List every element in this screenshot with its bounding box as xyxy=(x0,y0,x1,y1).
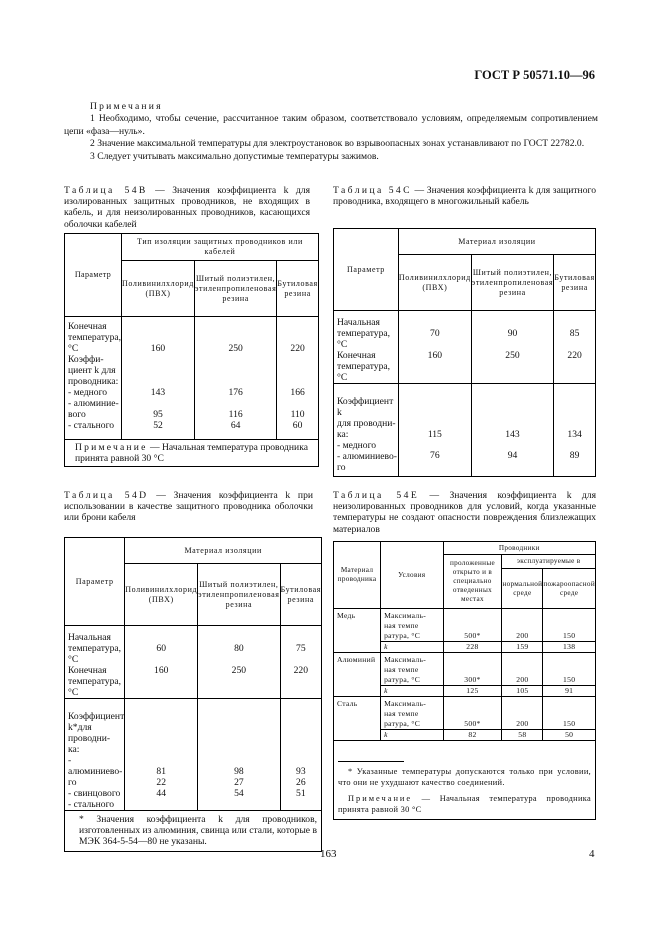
table-54b-label: Таблица 54В xyxy=(64,185,148,196)
table-54e-head-conditions: Условия xyxy=(381,542,443,609)
table-54d-head-param: Параметр xyxy=(65,538,125,626)
table-54c-col-xlpe: Шитый полиэтилен, этиленпропиленовая резина xyxy=(471,255,553,311)
table-54e-cell: 500* xyxy=(443,609,502,642)
table-54d-value: 250 xyxy=(231,665,247,676)
table-54e-cell: 300* xyxy=(443,653,502,686)
table-54d-butyl-k xyxy=(280,699,321,811)
table-54c-param-line: - медного xyxy=(337,440,377,451)
table-54b-param-line: - алюминие- xyxy=(68,398,119,409)
table-54c-param-line: - алюминиево- xyxy=(337,451,397,462)
table-54d-param-line: температура, °С xyxy=(68,676,122,698)
table-54e-note xyxy=(338,793,591,815)
table-54c-butyl-temps xyxy=(554,311,596,384)
table-54b-value: 116 xyxy=(228,409,243,420)
table-54b-note xyxy=(65,440,319,467)
note-item-2: 2 Значение максимальной температуры для электроустановок во взрывоопасных зонах устанавливают по ГОСТ 22782.0. xyxy=(90,138,585,150)
table-54b-caption xyxy=(64,185,310,230)
table-54e-footer xyxy=(334,741,596,820)
table-54e-head-fire: пожароопасной среде xyxy=(543,569,596,609)
table-54d-param-line: - стального xyxy=(68,799,115,810)
table-54c-value: 85 xyxy=(569,328,580,339)
table-54d-value: 93 xyxy=(296,766,306,777)
table-54d-value: 27 xyxy=(234,777,244,788)
table-54b-butyl-values xyxy=(277,317,318,440)
table-54c-param-line: температура, °С xyxy=(337,328,391,350)
table-54b-value: 60 xyxy=(292,420,303,431)
table-54b-note-label: Примечание xyxy=(75,442,148,453)
table-54b-value: 176 xyxy=(228,387,243,398)
table-54d-value: 54 xyxy=(234,788,244,799)
table-54b-value: 250 xyxy=(228,343,243,354)
table-54e-cond-line: Максималь- xyxy=(384,655,427,664)
table-54b-value: 166 xyxy=(290,387,305,398)
table-54d-param-line: ка: xyxy=(68,744,80,755)
table-54d-xlpe-temps xyxy=(198,626,280,699)
table-54c-pvc-k xyxy=(398,384,471,477)
table-54d-value: 26 xyxy=(296,777,306,788)
notes-title: Примечания xyxy=(90,101,163,112)
table-54e-cond-line: ная темпе xyxy=(384,709,419,718)
table-54e-cell: 58 xyxy=(502,730,543,741)
table-54b-param-line: циент k для xyxy=(68,365,116,376)
table-54c-caption-text: — Значения коэффициента k для защитного проводника, входящего в многожильный кабель xyxy=(333,185,596,208)
table-54e-material-copper: Медь xyxy=(334,609,381,653)
table-54c-param-line: температура, °С xyxy=(337,361,391,383)
table-54e-cell: 50 xyxy=(565,730,574,739)
table-54e-caption-text: — Значения коэффициента k для неизолированных проводников для условий, когда указанные температуры не создают опасности повреждения близлежащих материалов xyxy=(333,490,596,535)
table-54e-cell: 228 xyxy=(443,642,502,653)
table-54d xyxy=(64,537,322,852)
table-54e-cond-line: ная темпе xyxy=(384,621,419,630)
table-54b-value: 220 xyxy=(290,343,305,354)
table-54d-head-group: Материал изоляции xyxy=(125,538,322,564)
corner-number: 4 xyxy=(589,848,595,860)
table-54b-col-butyl: Бутиловая резина xyxy=(277,261,318,317)
table-54d-pvc-k xyxy=(125,699,198,811)
table-54d-param-line: Коэффициент xyxy=(68,711,125,722)
table-54b-xlpe-values xyxy=(194,317,276,440)
table-54b-col-pvc: Поливинилхлорид (ПВХ) xyxy=(122,261,195,317)
table-54b-value: 64 xyxy=(230,420,241,431)
table-54e-cond-line: ратура, °С xyxy=(384,631,421,640)
table-54b-note-text: — Начальная температура проводника принята равной 30 °С xyxy=(75,442,308,464)
table-54c-value: 134 xyxy=(567,429,582,440)
table-54e-cell: 200 xyxy=(502,697,543,730)
table-54c-value: 89 xyxy=(569,450,580,461)
table-54c-value: 220 xyxy=(567,350,582,361)
table-54d-value: 80 xyxy=(234,643,244,654)
table-54b-param-cell xyxy=(65,317,122,440)
table-54b-value: 95 xyxy=(153,409,163,420)
table-54c-param-line: Конечная xyxy=(337,350,376,361)
table-54c-col-pvc: Поливинилхлорид (ПВХ) xyxy=(398,255,471,311)
table-54c-pvc-temps xyxy=(398,311,471,384)
document-code: ГОСТ Р 50571.10—96 xyxy=(474,68,595,82)
table-54c-value: 76 xyxy=(430,450,440,461)
table-54b-value: 52 xyxy=(153,420,163,431)
table-54b-head-group: Тип изоляции защитных проводников или кабелей xyxy=(122,234,319,261)
table-54c-value: 90 xyxy=(507,328,518,339)
table-54e-cell: 138 xyxy=(543,642,596,653)
table-54d-value: 51 xyxy=(296,788,306,799)
table-54d-value: 44 xyxy=(156,788,167,799)
table-54e-cond-line: ратура, °С xyxy=(384,719,421,728)
note-item-1: 1 Необходимо, чтобы сечение, рассчитанное таким образом, соответствовало условиям, определяемым сопротивлением цепи «фаза—нуль». xyxy=(64,113,598,137)
table-54b-param-line: Коэффи- xyxy=(68,354,104,365)
table-54e xyxy=(333,541,596,820)
table-54e-note-label: Примечание xyxy=(348,794,413,803)
table-54c-value: 160 xyxy=(427,350,443,361)
table-54b-param-line: - медного xyxy=(68,387,108,398)
table-54e-cell: 200 xyxy=(502,653,543,686)
table-54d-param-line: го xyxy=(68,777,77,788)
table-54d-param-line: k*для проводни- xyxy=(68,722,111,744)
table-54d-value: 22 xyxy=(156,777,167,788)
table-54e-material-steel: Сталь xyxy=(334,697,381,741)
table-54d-col-xlpe: Шитый полиэтилен, этиленпропиленовая резина xyxy=(198,564,280,626)
table-54d-value: 220 xyxy=(293,665,308,676)
table-54d-col-butyl: Бутиловая резина xyxy=(280,564,321,626)
table-54c-head-group: Материал изоляции xyxy=(398,229,595,255)
table-54d-value: 160 xyxy=(154,665,169,676)
table-54d-caption-text: — Значения коэффициента k при использовании в качестве защитного проводника оболочки или брони кабеля xyxy=(64,490,314,524)
table-54e-k-symbol: k xyxy=(381,730,443,741)
table-54d-k-param xyxy=(65,699,125,811)
table-54d-value: 81 xyxy=(156,766,167,777)
table-54b-col-xlpe: Шитый полиэтилен, этиленпропиленовая резина xyxy=(194,261,276,317)
table-54e-cell: 200 xyxy=(502,609,543,642)
table-54e-cell: 91 xyxy=(543,686,596,697)
table-54e-cell: 159 xyxy=(502,642,543,653)
table-54c-param-line: Начальная xyxy=(337,317,380,328)
table-54d-label: Таблица 54D xyxy=(64,490,149,501)
table-54c-param-line: Коэффициент k xyxy=(337,396,394,418)
table-54c-butyl-k xyxy=(554,384,596,477)
table-54e-footnote: * Указанные температуры допускаются только при условии, что они не ухудшают качество соединений. xyxy=(338,767,591,787)
notes-block xyxy=(64,101,598,163)
table-54c-temp-param xyxy=(334,311,399,384)
table-54c-param-line: для проводни- xyxy=(337,418,396,429)
table-54c-col-butyl: Бутиловая резина xyxy=(554,255,596,311)
table-54e-head-normal: нормальной среде xyxy=(502,569,543,609)
table-54e-head-conductors: Проводники xyxy=(443,542,595,555)
table-54e-cell: 150 xyxy=(543,697,596,730)
table-54e-cond-line: ратура, °С xyxy=(384,675,421,684)
page-number: 163 xyxy=(320,848,337,860)
table-54e-k-symbol: k xyxy=(381,686,443,697)
table-54e-label: Таблица 54Е xyxy=(333,490,420,501)
table-54c-value: 70 xyxy=(430,328,440,339)
table-54d-butyl-temps xyxy=(280,626,321,699)
table-54d-value: 60 xyxy=(156,643,167,654)
table-54e-cond-line: ная темпе xyxy=(384,665,419,674)
table-54e-k-symbol: k xyxy=(381,642,443,653)
table-54e-material-aluminium: Алюминий xyxy=(334,653,381,697)
table-54b-param-line: вого xyxy=(68,409,86,420)
table-54c-xlpe-temps xyxy=(471,311,553,384)
table-54c-head-param: Параметр xyxy=(334,229,399,311)
table-54b-param-line: проводника: xyxy=(68,376,119,387)
table-54e-cond-copper xyxy=(381,609,443,642)
note-item-3: 3 Следует учитывать максимально допустимые температуры зажимов. xyxy=(90,150,379,162)
table-54e-cond-aluminium xyxy=(381,653,443,686)
table-54d-footnote: * Значения коэффициента k для проводников, изготовленных из алюминия, свинца или стали, которые в МЭК 364-5-54—80 не указаны. xyxy=(65,811,322,852)
table-54d-value: 98 xyxy=(234,766,244,777)
table-54d-xlpe-k xyxy=(198,699,280,811)
table-54d-caption xyxy=(64,490,313,524)
table-54b-caption-text: — Значения коэффициента k для изолированных защитных проводников, не входящих в кабель, и для неизолированных проводников, касающихся оболочки кабелей xyxy=(64,185,310,230)
table-54c-value: 143 xyxy=(505,429,520,440)
table-54e-cell: 150 xyxy=(543,609,596,642)
table-54c-xlpe-k xyxy=(471,384,553,477)
table-54e-cond-steel xyxy=(381,697,443,730)
table-54e-cell: 125 xyxy=(443,686,502,697)
table-54b-pvc-values xyxy=(122,317,195,440)
table-54e-head-open: проложенные открыто и в специально отведенных местах xyxy=(443,555,502,609)
table-54e-cond-line: Максималь- xyxy=(384,699,427,708)
table-54e-caption xyxy=(333,490,596,535)
table-54d-param-line: Начальная xyxy=(68,632,111,643)
table-54d-param-line: температура, °С xyxy=(68,643,122,665)
table-54b-value: 110 xyxy=(290,409,305,420)
table-54e-cell: 105 xyxy=(502,686,543,697)
table-54b-head-param: Параметр xyxy=(65,234,122,317)
table-54c-param-line: ка: xyxy=(337,429,349,440)
table-54c-value: 94 xyxy=(507,450,518,461)
table-54c-value: 250 xyxy=(505,350,520,361)
table-54b-param-line: Конечная xyxy=(68,321,107,332)
table-54b-value: 160 xyxy=(150,343,166,354)
table-54c-caption xyxy=(333,185,596,207)
table-54d-value: 75 xyxy=(296,643,306,654)
table-54c xyxy=(333,228,596,477)
table-54d-pvc-temps xyxy=(125,626,198,699)
table-54d-param-line: Конечная xyxy=(68,665,107,676)
table-54c-label: Таблица 54С xyxy=(333,185,412,196)
table-54e-note-text: — Начальная температура проводника принята равной 30 °С xyxy=(338,794,591,814)
table-54e-cell: 150 xyxy=(543,653,596,686)
table-54b-param-line: - стального xyxy=(68,420,115,431)
table-54e-cond-line: Максималь- xyxy=(384,611,427,620)
table-54c-value: 115 xyxy=(427,429,442,440)
table-54d-col-pvc: Поливинилхлорид (ПВХ) xyxy=(125,564,198,626)
table-54b-value: 143 xyxy=(150,387,166,398)
table-54c-k-param xyxy=(334,384,399,477)
table-54b-param-line: температура, °С xyxy=(68,332,122,354)
table-54d-param-line: - свинцового xyxy=(68,788,121,799)
table-54e-cell: 500* xyxy=(443,697,502,730)
table-54b xyxy=(64,233,319,467)
table-54c-param-line: го xyxy=(337,462,346,473)
table-54d-param-line: - алюминиево- xyxy=(68,755,123,777)
footnote-divider xyxy=(338,761,404,762)
table-54e-head-material: Материал проводника xyxy=(334,542,381,609)
table-54d-temp-param xyxy=(65,626,125,699)
table-54e-cell: 82 xyxy=(443,730,502,741)
table-54e-head-operated: эксплуатируемые в xyxy=(502,555,596,569)
